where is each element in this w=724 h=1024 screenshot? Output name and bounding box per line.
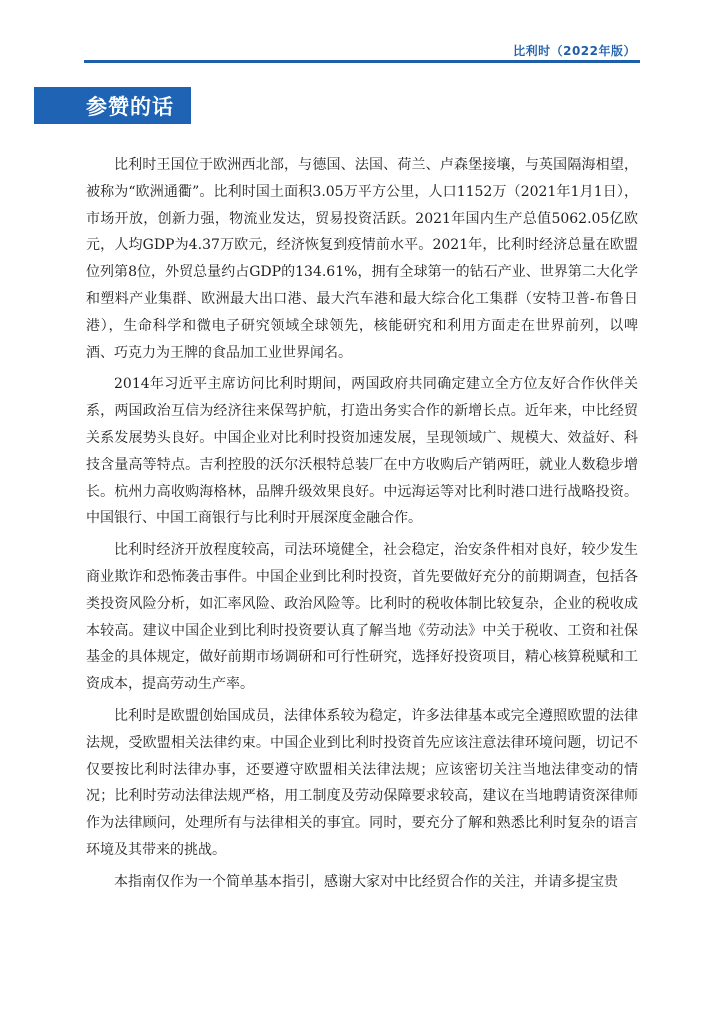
paragraph: 2014年习近平主席访问比利时期间，两国政府共同确定建立全方位友好合作伙伴关系，两国政治互信为经济往来保驾护航，打造出务实合作的新增长点。近年来，中比经贸关系发展势头良好。中国企业对比利时投资加速发展，呈现领域广、规模大、效益好、科技含量高等特点。吉利控股的沃尔沃根特总装厂在中方收购后产销两旺，就业人数稳步增长。杭州力高收购海格林，品牌升级效果良好。中远海运等对比利时港口进行战略投资。中国银行、中国工商银行与比利时开展深度金融合作。 — [86, 376, 638, 527]
paragraph: 比利时经济开放程度较高，司法环境健全，社会稳定，治安条件相对良好，较少发生商业欺诈和恐怖袭击事件。中国企业到比利时投资，首先要做好充分的前期调查，包括各类投资风险分析，如汇率风险、政治风险等。比利时的税收体制比较复杂，企业的税收成本较高。建议中国企业到比利时投资要认真了解当地《劳动法》中关于税收、工资和社保基金的具体规定，做好前期市场调研和可行性研究，选择好投资项目，精心核算税赋和工资成本，提高劳动生产率。 — [86, 542, 638, 693]
paragraph: 比利时王国位于欧洲西北部，与德国、法国、荷兰、卢森堡接壤，与英国隔海相望，被称为“欧洲通衢”。比利时国土面积3.05万平方公里，人口1152万（2021年1月1日），市场开放，创新力强，物流业发达，贸易投资活跃。2021年国内生产总值5062.05亿欧元，人均GDP为4.37万欧元，经济恢复到疫情前水平。2021年，比利时经济总量在欧盟位列第8位，外贸总量约占GDP的134.61%，拥有全球第一的钻石产业、世界第二大化学和塑料产业集群、欧洲最大出口港、最大汽车港和最大综合化工集群（安特卫普-布鲁日港），生命科学和微电子研究领域全球领先，核能研究和利用方面走在世界前列，以啤酒、巧克力为王牌的食品加工业世界闻名。 — [86, 157, 638, 361]
paragraph: 比利时是欧盟创始国成员，法律体系较为稳定，许多法律基本或完全遵照欧盟的法律法规，受欧盟相关法律约束。中国企业到比利时投资首先应该注意法律环境问题，切记不仅要按比利时法律办事，还要遵守欧盟相关法律法规；应该密切关注当地法律变动的情况；比利时劳动法律法规严格，用工制度及劳动保障要求较高，建议在当地聘请资深律师作为法律顾问，处理所有与法律相关的事宜。同时，要充分了解和熟悉比利时复杂的语言环境及其带来的挑战。 — [86, 707, 638, 858]
paragraph: 本指南仅作为一个简单基本指引，感谢大家对中比经贸合作的关注，并请多提宝贵 — [114, 873, 618, 890]
running-header: 比利时（2022年版） — [513, 44, 636, 58]
section-title: 参赞的话 — [34, 87, 191, 124]
header-rule — [84, 60, 640, 63]
body-text — [86, 152, 638, 901]
